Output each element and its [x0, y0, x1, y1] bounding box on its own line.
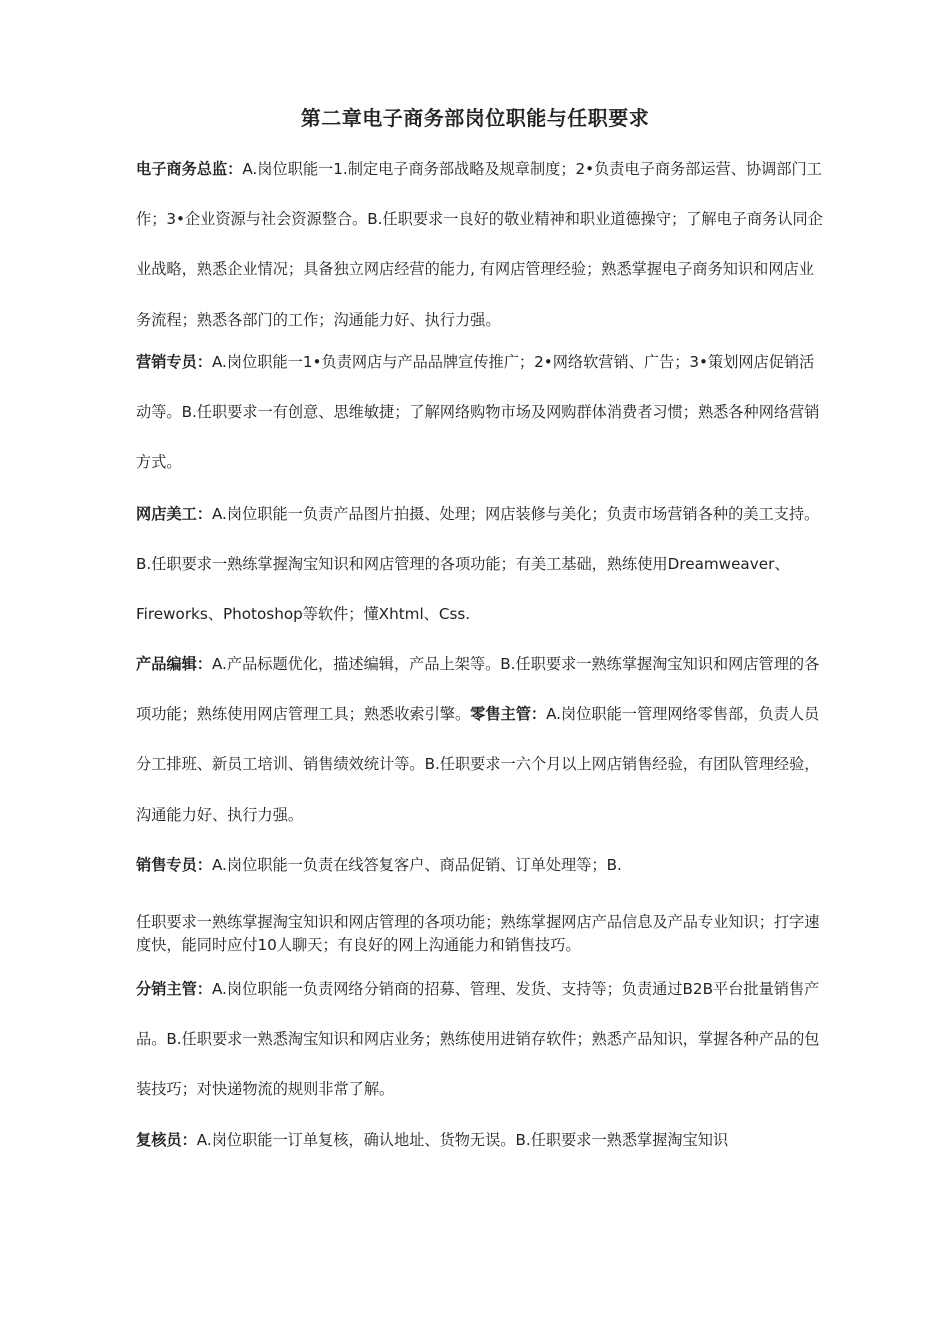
section-body-retail-manager: A.岗位职能一管理网络零售部，负责人员分工排班、新员工培训、销售绩效统计等。B.任职要求一六个月以上网店销售经验，有团队管理经验，沟通能力好、执行力强。 — [136, 705, 820, 824]
section-label: 网店美工： — [136, 505, 212, 523]
section-body: A.岗位职能一订单复核，确认地址、货物无误。B.任职要求一熟悉掌握淘宝知识 — [196, 1131, 729, 1149]
section-label-retail-manager: 零售主管： — [470, 705, 547, 724]
section-body: A.岗位职能一1•负责网店与产品品牌宣传推广；2•网络软营销、广告；3•策划网店促销活动等。B.任职要求一有创意、思维敏捷；了解网络购物市场及网购群体消费者习惯；熟悉各种网络营销方式。 — [136, 353, 820, 472]
section-marketing-specialist — [136, 337, 826, 488]
section-label: 复核员： — [136, 1131, 197, 1149]
section-product-editor — [136, 639, 826, 840]
section-body: A.岗位职能一负责产品图片拍摄、处理；网店装修与美化；负责市场营销各种的美工支持。B.任职要求一熟练掌握淘宝知识和网店管理的各项功能；有美工基础，熟练使用Dreamweaver、Fireworks、Photoshop等软件；懂Xhtml、Css. — [136, 505, 820, 624]
section-body: A.产品标题优化，描述编辑，产品上架等。B.任职要求一熟练掌握淘宝知识和网店管理的各项功能；熟练使用网店管理工具；熟悉收索引擎。 — [136, 655, 820, 724]
section-body: A.岗位职能一1.制定电子商务部战略及规章制度；2•负责电子商务部运营、协调部门工作；3•企业资源与社会资源整合。B.任职要求一良好的敬业精神和职业道德操守；了解电子商务认同企业战略，熟悉企业情况；具备独立网店经营的能力, 有网店管理经验；熟悉掌握电子商务知识和网店业务流程；熟悉各部门的工作；沟通能力好、执行力强。 — [136, 160, 823, 329]
section-body: 任职要求一熟练掌握淘宝知识和网店管理的各项功能；熟练掌握网店产品信息及产品专业知识；打字速度快，能同时应付10人聊天；有良好的网上沟通能力和销售技巧。 — [136, 913, 820, 954]
section-store-designer — [136, 489, 826, 640]
section-body: A.岗位职能一负责在线答复客户、商品促销、订单处理等；B. — [211, 856, 622, 874]
section-distribution-manager — [136, 964, 826, 1115]
section-body: A.岗位职能一负责网络分销商的招募、管理、发货、支持等；负责通过B2B平台批量销售产品。B.任职要求一熟悉淘宝知识和网店业务；熟练使用进销存软件；熟悉产品知识，掌握各种产品的包装技巧；对快递物流的规则非常了解。 — [136, 980, 820, 1099]
section-sales-specialist — [136, 840, 826, 890]
section-sales-requirements — [136, 911, 826, 957]
page-title: 第二章电子商务部岗位职能与任职要求 — [300, 106, 650, 130]
section-label: 分销主管： — [136, 980, 212, 998]
section-label: 产品编辑： — [136, 655, 212, 673]
section-label: 营销专员： — [136, 353, 212, 371]
section-ecommerce-director — [136, 144, 826, 345]
section-label: 销售专员： — [136, 856, 212, 874]
section-reviewer — [136, 1115, 826, 1165]
section-label: 电子商务总监： — [136, 160, 243, 178]
